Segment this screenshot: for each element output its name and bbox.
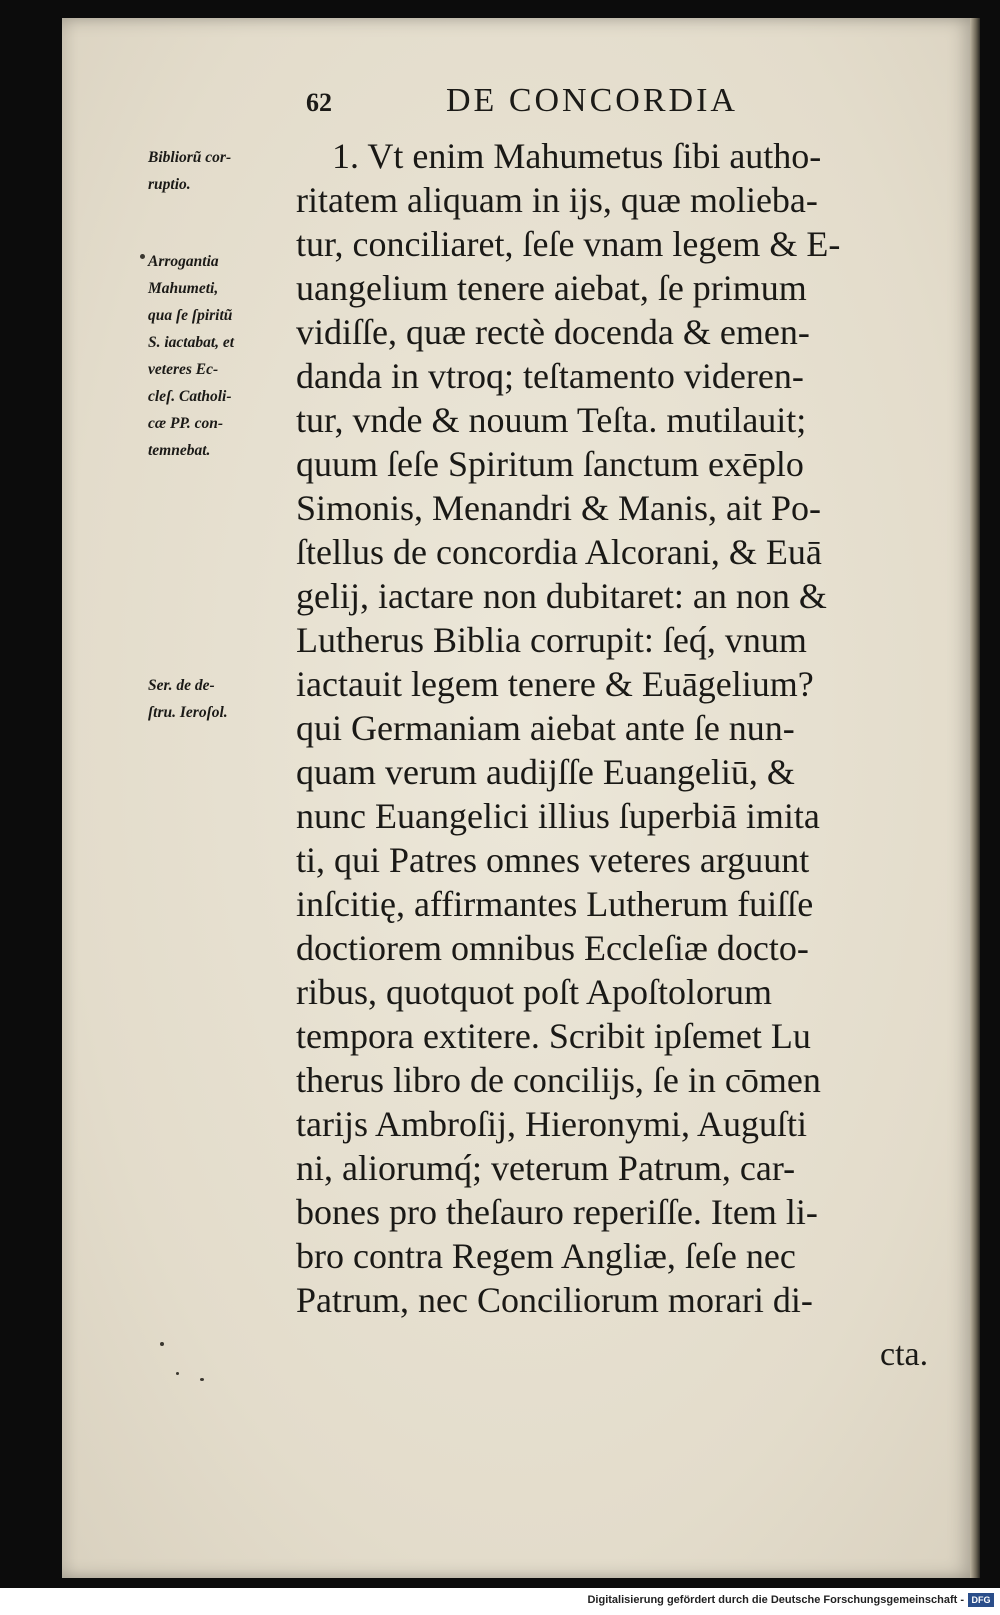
margin-notes [148, 140, 298, 1240]
text-line: tarijs Ambroſij, Hieronymi, Auguſti [296, 1104, 807, 1144]
text-line: therus libro de concilijs, ſe in cōmen [296, 1060, 821, 1100]
text-line: ſtellus de concordia Alcorani, & Euā [296, 532, 822, 572]
catchword: cta. [880, 1336, 929, 1373]
text-line: inſcitię, affirmantes Lutherum fuiſſe [296, 884, 814, 924]
dfg-logo: DFG [968, 1593, 994, 1607]
text-line: ritatem aliquam in ijs, quæ molieba- [296, 180, 818, 220]
text-line: gelij, iactare non dubitaret: an non & [296, 576, 827, 616]
margin-note: Ser. de de- ſtru. Ieroſol. [148, 677, 228, 721]
running-head [306, 82, 826, 132]
footer-bar [0, 1588, 1000, 1615]
text-line: quum ſeſe Spiritum ſanctum exēplo [296, 444, 804, 484]
text-line: Patrum, nec Conciliorum morari di- [296, 1280, 813, 1320]
page-number: 62 [306, 88, 332, 117]
text-line: bones pro theſauro reperiſſe. Item li- [296, 1192, 818, 1232]
text-line: tur, vnde & nouum Teſta. mutilauit; [296, 400, 807, 440]
text-line: quam verum audijſſe Euangeliū, & [296, 752, 795, 792]
margin-note: Arrogantia Mahumeti, qua ſe ſpiritũ S. iactabat, et veteres Ec- cleſ. Catholi- cæ PP. con- temnebat. [148, 253, 235, 459]
text-line: ti, qui Patres omnes veteres arguunt [296, 840, 810, 880]
text-line: tempora extitere. Scribit ipſemet Lu [296, 1016, 811, 1056]
ink-speck [176, 1372, 179, 1375]
text-line: iactauit legem tenere & Euāgelium? [296, 664, 814, 704]
text-line: 1. Vt enim Mahumetus ſibi autho- [332, 136, 822, 176]
running-title: DE CONCORDIA [446, 82, 738, 119]
footer-credit: Digitalisierung gefördert durch die Deutsche Forschungsgemeinschaft - [587, 1594, 964, 1606]
ink-speck [160, 1342, 164, 1346]
margin-note: Bibliorũ cor- ruptio. [148, 149, 232, 193]
text-line: doctiorem omnibus Eccleſiæ docto- [296, 928, 809, 968]
text-line: Simonis, Menandri & Manis, ait Po- [296, 488, 821, 528]
page-gutter-shadow [970, 18, 980, 1578]
ink-speck [140, 254, 145, 259]
text-line: qui Germaniam aiebat ante ſe nun- [296, 708, 795, 748]
text-line: ni, aliorumq́; veterum Patrum, car- [296, 1148, 796, 1188]
text-line: ribus, quotquot poſt Apoſtolorum [296, 972, 773, 1012]
text-line: danda in vtroq; teſtamento videren- [296, 356, 804, 396]
text-line: nunc Euangelici illius ſuperbiā imita [296, 796, 820, 836]
text-line: bro contra Regem Angliæ, ſeſe nec [296, 1236, 796, 1276]
text-line: vidiſſe, quæ rectè docenda & emen- [296, 312, 810, 352]
text-line: Lutherus Biblia corrupit: ſeq́, vnum [296, 620, 807, 660]
text-line: tur, conciliaret, ſeſe vnam legem & E- [296, 224, 841, 264]
body-text [296, 134, 956, 1394]
ink-speck [200, 1378, 204, 1381]
text-line: uangelium tenere aiebat, ſe primum [296, 268, 807, 308]
